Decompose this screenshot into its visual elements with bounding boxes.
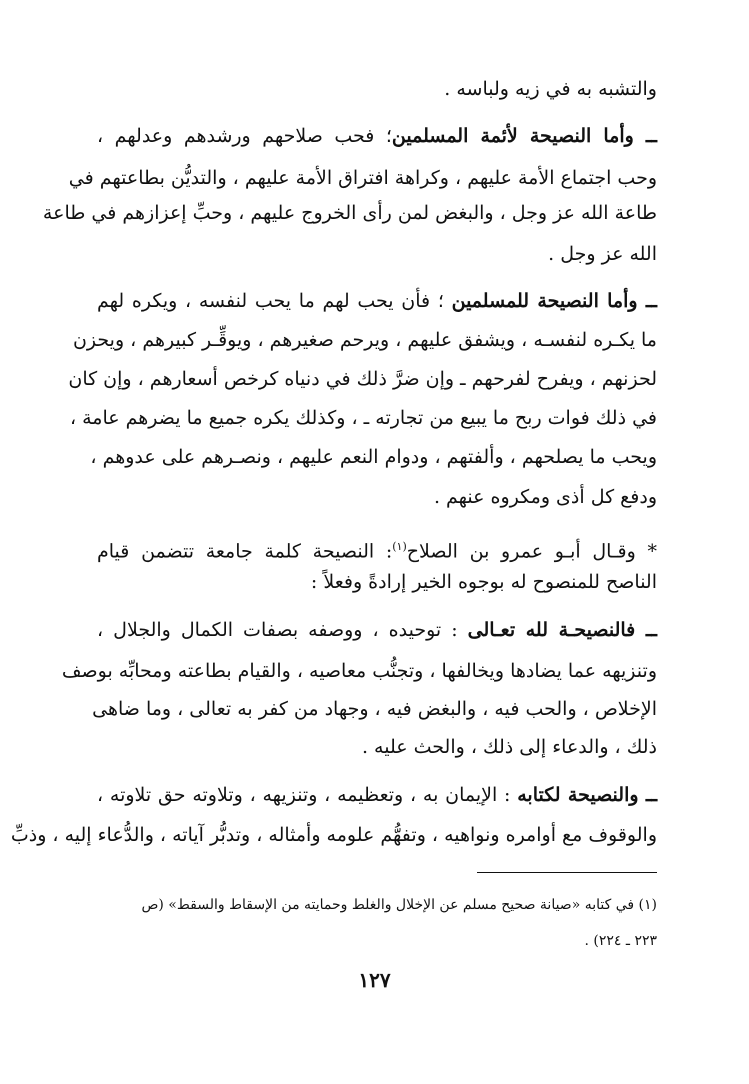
- line-text: الله عز وجل .: [548, 243, 657, 265]
- line-text: : توحيده ، ووصفه بصفات الكمال والجلال ،: [97, 619, 468, 641]
- text-line: [97, 239, 657, 269]
- heading-leadin: ــ فالنصيحـة لله تعـالى: [467, 619, 657, 641]
- footnote-divider: [477, 872, 657, 873]
- text-line: [42, 198, 657, 228]
- text-line: [68, 364, 657, 394]
- text-line: [97, 567, 657, 597]
- text-line: [97, 532, 657, 562]
- text-line: [10, 820, 657, 850]
- footnote-text: (١) في كتابه «صيانة صحيح مسلم عن الإخلال والغلط وحمايته من الإسقاط والسقط» (ص: [141, 897, 657, 913]
- line-text: ذلك ، والدعاء إلى ذلك ، والحث عليه .: [361, 736, 657, 758]
- text-line: [97, 732, 657, 762]
- line-text: والوقوف مع أوامره ونواهيه ، وتفهُّم علومه وأمثاله ، وتدبُّر آياته ، والدُّعاء إليه ، وذبِّ: [10, 824, 657, 846]
- line-text: والتشبه به في زيه ولباسه .: [444, 78, 657, 100]
- line-text: : الإيمان به ، وتعظيمه ، وتنزيهه ، وتلاوته حق تلاوته ،: [97, 784, 518, 806]
- line-text: طاعة الله عز وجل ، والبغض لمن رأى الخروج عليهم ، وحبِّ إعزازهم في طاعة: [42, 202, 657, 224]
- text-line: [97, 121, 657, 151]
- line-text: وتنزيهه عما يضادها ويخالفها ، وتجنُّب معاصيه ، والقيام بطاعته ومحابِّه بوصف: [61, 660, 657, 682]
- line-text: ؛ فأن يحب لهم ما يحب لنفسه ، ويكره لهم: [97, 290, 452, 312]
- line-text: الإخلاص ، والحب فيه ، والبغض فيه ، وجهاد من كفر به تعالى ، وما ضاهى: [92, 698, 657, 720]
- text-line: [97, 482, 657, 512]
- text-line: [68, 163, 657, 193]
- footnote-text: ٢٢٣ ـ ٢٢٤) .: [584, 933, 657, 949]
- page-number: ١٢٧: [358, 968, 391, 992]
- text-line: [72, 325, 657, 355]
- line-text: لحزنهم ، ويفرح لفرحهم ـ وإن ضرَّ ذلك في دنياه كرخص أسعارهم ، وإن كان: [68, 368, 657, 390]
- text-line: [97, 615, 657, 645]
- text-line: [61, 656, 657, 686]
- footnote-marker: (١): [392, 540, 407, 553]
- footnote-line: [97, 928, 657, 954]
- line-text: ؛ فحب صلاحهم ورشدهم وعدلهم ،: [97, 125, 392, 147]
- line-text: الناصح للمنصوح له بوجوه الخير إرادةً وفعلاً :: [310, 571, 657, 593]
- line-text: ما يكـره لنفسـه ، ويشفق عليهم ، ويرحم صغيرهم ، ويوقِّـر كبيرهم ، ويحزن: [72, 329, 657, 351]
- line-text: ويحب ما يصلحهم ، وألفتهم ، ودوام النعم عليهم ، ونصـرهم على عدوهم ،: [90, 446, 657, 468]
- text-line: [97, 286, 657, 316]
- text-line: [69, 403, 657, 433]
- heading-leadin: ــ وأما النصيحة لأئمة المسلمين: [391, 125, 658, 147]
- text-line: [97, 74, 657, 104]
- text-line: [92, 694, 657, 724]
- line-text: * وقـال أبـو عمرو بن الصلاح: [406, 540, 657, 563]
- heading-leadin: ــ وأما النصيحة للمسلمين: [451, 290, 657, 312]
- text-line: [97, 780, 657, 810]
- line-text: في ذلك فوات ربح ما يبيع من تجارته ـ ، وكذلك يكره جميع ما يضرهم عامة ،: [69, 407, 657, 429]
- line-text: ودفع كل أذى ومكروه عنهم .: [433, 486, 657, 508]
- footnote-line: [97, 892, 657, 918]
- line-text: : النصيحة كلمة جامعة تتضمن قيام: [97, 540, 393, 563]
- text-line: [90, 442, 657, 472]
- heading-leadin: ــ والنصيحة لكتابه: [517, 784, 658, 806]
- line-text: وحب اجتماع الأمة عليهم ، وكراهة افتراق الأمة عليهم ، والتديُّن بطاعتهم في: [68, 167, 657, 189]
